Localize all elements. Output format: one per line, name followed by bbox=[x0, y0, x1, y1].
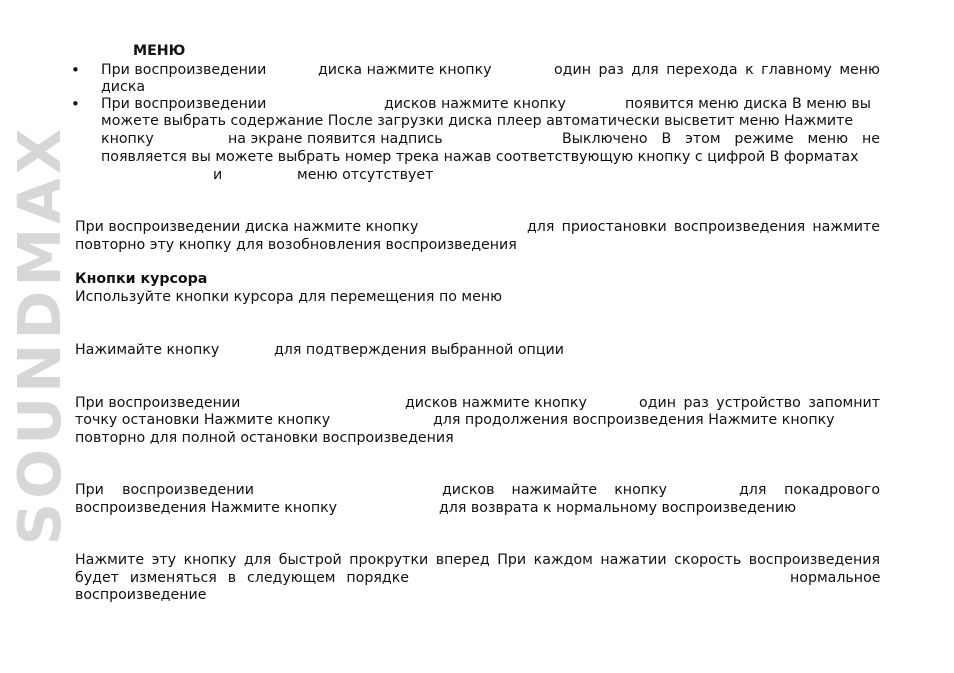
stop-l2b: для продолжения воспроизведения Нажмите кнопку bbox=[433, 412, 835, 428]
ff-l2b: нормальное bbox=[790, 570, 881, 586]
stop-l1a: При воспроизведении bbox=[75, 395, 241, 411]
step-l2b: для возврата к нормальному воспроизведению bbox=[439, 500, 797, 516]
ff-l2a: будет изменяться в следующем порядке bbox=[75, 570, 409, 586]
menu-b2-l3a: кнопку bbox=[101, 131, 154, 147]
menu-b2-l1c: появится меню диска В меню вы bbox=[625, 96, 871, 112]
menu-b1-seg1: При воспроизведении bbox=[101, 62, 267, 78]
step-l1c: для покадрового bbox=[739, 482, 880, 498]
step-l1a: При воспроизведении bbox=[75, 482, 254, 498]
stop-l3: повторно для полной остановки воспроизведения bbox=[75, 430, 454, 446]
step-l2a: воспроизведения Нажмите кнопку bbox=[75, 500, 338, 516]
enter-a: Нажимайте кнопку bbox=[75, 342, 220, 358]
stop-l1b: дисков нажмите кнопку bbox=[405, 395, 587, 411]
ff-l1: Нажмите эту кнопку для быстрой прокрутки вперед При каждом нажатии скорость воспроизведения bbox=[75, 552, 880, 568]
pause-l1a: При воспроизведении диска нажмите кнопку bbox=[75, 219, 419, 235]
stop-l2a: точку остановки Нажмите кнопку bbox=[75, 412, 331, 428]
pause-l2: повторно эту кнопку для возобновления воспроизведения bbox=[75, 237, 517, 253]
menu-b2-l3b: на экране появится надпись bbox=[228, 131, 443, 147]
bullet-icon: • bbox=[71, 95, 80, 113]
step-l1b: дисков нажимайте кнопку bbox=[442, 482, 667, 498]
cursor-heading: Кнопки курсора bbox=[75, 271, 208, 287]
menu-b1-seg2: диска нажмите кнопку bbox=[318, 62, 492, 78]
menu-b1-line2: диска bbox=[101, 79, 146, 95]
menu-b2-l3c: Выключено В этом режиме меню не bbox=[562, 131, 880, 147]
menu-b2-l1a: При воспроизведении bbox=[101, 96, 267, 112]
enter-b: для подтверждения выбранной опции bbox=[274, 342, 564, 358]
menu-b2-l4: появляется вы можете выбрать номер трека нажав соответствующую кнопку с цифрой В форматах bbox=[101, 149, 859, 165]
menu-b2-l2: можете выбрать содержание После загрузки диска плеер автоматически высветит меню Нажмите bbox=[101, 113, 854, 129]
stop-l1c: один раз устройство запомнит bbox=[639, 395, 880, 411]
bullet-icon: • bbox=[71, 61, 80, 79]
menu-heading: МЕНЮ bbox=[133, 43, 186, 59]
menu-b1-seg3: один раз для перехода к главному меню bbox=[554, 62, 880, 78]
ff-l3: воспроизведение bbox=[75, 587, 207, 603]
menu-b2-l5a: и bbox=[213, 167, 223, 183]
menu-b2-l5b: меню отсутствует bbox=[297, 167, 434, 183]
pause-l1b: для приостановки воспроизведения нажмите bbox=[527, 219, 880, 235]
soundmax-watermark-logo: SOUNDMAX bbox=[5, 124, 74, 546]
menu-b2-l1b: дисков нажмите кнопку bbox=[384, 96, 566, 112]
cursor-text: Используйте кнопки курсора для перемещения по меню bbox=[75, 289, 503, 305]
